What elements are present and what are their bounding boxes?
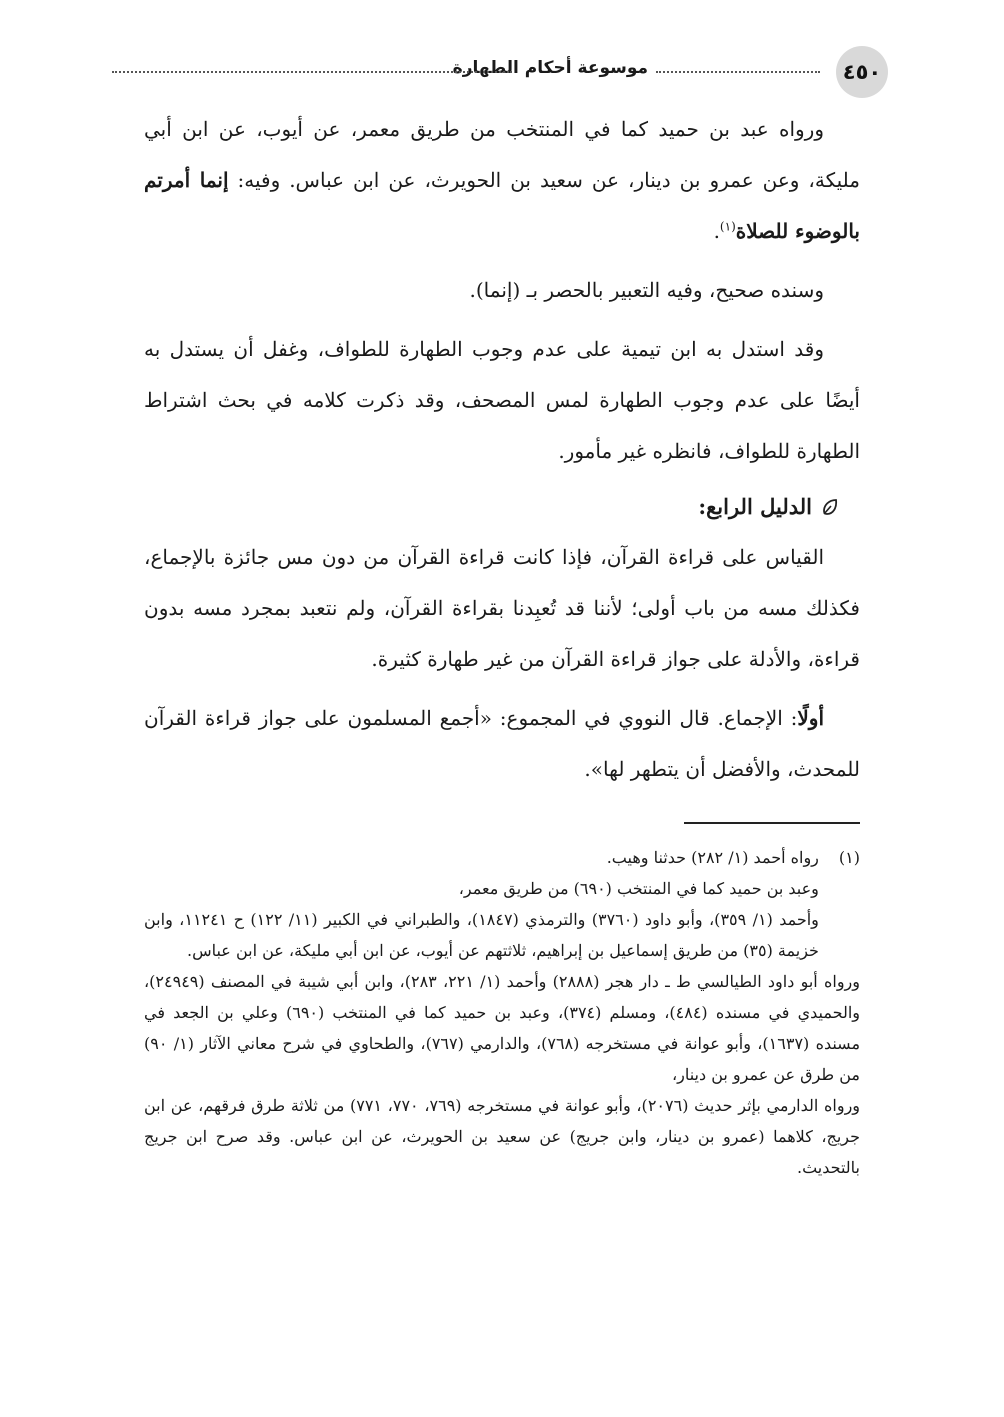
hadith-quote: إنما أمرتم بالوضوء للصلاة <box>144 168 860 243</box>
footnote-body <box>144 842 819 966</box>
paragraph-1-text: ورواه عبد بن حميد كما في المنتخب من طريق معمر، عن أيوب، عن ابن أبي مليكة، وعن عمرو بن دينار، عن سعيد بن الحويرث، عن ابن عباس. وفيه: <box>144 117 860 192</box>
paragraph-5 <box>144 693 860 795</box>
first-point-label: أولًا <box>797 706 824 730</box>
paragraph-1-end: . <box>713 219 720 243</box>
footnotes <box>144 842 860 1183</box>
paragraph-2: وسنده صحيح، وفيه التعبير بالحصر بـ (إنما). <box>469 278 824 302</box>
footnote-1 <box>144 842 860 966</box>
paragraph-3: وقد استدل به ابن تيمية على عدم وجوب الطهارة للطواف، وغفل أن يستدل به أيضًا على عدم وجوب الطهارة لمس المصحف، وقد ذكرت كلامه في بحث اشتراط الطهارة للطواف، فانظره غير مأمور. <box>144 337 860 463</box>
leaf-ornament-icon <box>820 497 840 517</box>
footnote-number: (١) <box>838 848 860 867</box>
footnote-line: رواه أحمد (١/ ٢٨٢) حدثنا وهيب. <box>606 848 819 867</box>
footnote-ref[interactable]: (١) <box>719 219 736 234</box>
footnote-continuation <box>144 966 860 1183</box>
paragraph-1 <box>144 104 860 257</box>
footnote-line: ورواه الدارمي بإثر حديث (٢٠٧٦)، وأبو عوانة في مستخرجه (٧٦٩، ٧٧٠، ٧٧١) من ثلاثة طرق فرقهم، عن ابن جريج، كلاهما (عمرو بن دينار، وابن جريج) عن سعيد بن الحويرث، عن ابن عباس. وقد صرح ابن جريج بالتحديث. <box>144 1096 861 1177</box>
page-header <box>112 44 888 96</box>
footnote-line: وأحمد (١/ ٣٥٩)، وأبو داود (٣٧٦٠) والترمذي (١٨٤٧)، والطبراني في الكبير (١١/ ١٢٢) ح ١١٢٤١، وابن خزيمة (٣٥) من طريق إسماعيل بن إبراهيم، ثلاثتهم عن أيوب، عن ابن أبي مليكة، عن ابن عباس. <box>144 910 819 960</box>
footnote-separator <box>684 822 860 824</box>
footnote-line: وعبد بن حميد كما في المنتخب (٦٩٠) من طريق معمر، <box>458 879 819 898</box>
footnote-line: ورواه أبو داود الطيالسي ط ـ دار هجر (٢٨٨٨) وأحمد (١/ ٢٢١، ٢٨٣)، وابن أبي شيبة في المصنف (٢٤٩٤٩)، والحميدي في مسنده (٤٨٤)، ومسلم (٣٧٤)، وعبد بن حميد كما في المنتخب (٦٩٠) وعلي بن الجعد في مسنده (١٦٣٧)، وأبو عوانة في مستخرجه (٧٦٨)، والدارمي (٧٦٧)، والطحاوي في شرح معاني الآثار (١/ ٩٠) من طرق عن عمرو بن دينار، <box>144 972 861 1084</box>
page-number: ٤٥٠ <box>836 46 888 98</box>
section-heading <box>144 481 860 532</box>
paragraph-4: القياس على قراءة القرآن، فإذا كانت قراءة القرآن من دون مس جائزة بالإجماع، فكذلك مسه من باب أولى؛ لأننا قد تُعبِدنا بقراءة القرآن، ولم نتعبد بمجرد مسه بدون قراءة، والأدلة على جواز قراءة القرآن من غير طهارة كثيرة. <box>144 545 860 671</box>
header-dots-right <box>656 71 820 73</box>
section-heading-text: الدليل الرابع: <box>698 494 812 519</box>
book-title: موسوعة أحكام الطهارة <box>445 58 656 78</box>
paragraph-5-text: : الإجماع. قال النووي في المجموع: «أجمع المسلمون على جواز قراءة القرآن للمحدث، والأفضل أن يتطهر لها». <box>144 706 860 781</box>
main-text <box>144 104 860 795</box>
header-dots-left <box>112 71 512 73</box>
